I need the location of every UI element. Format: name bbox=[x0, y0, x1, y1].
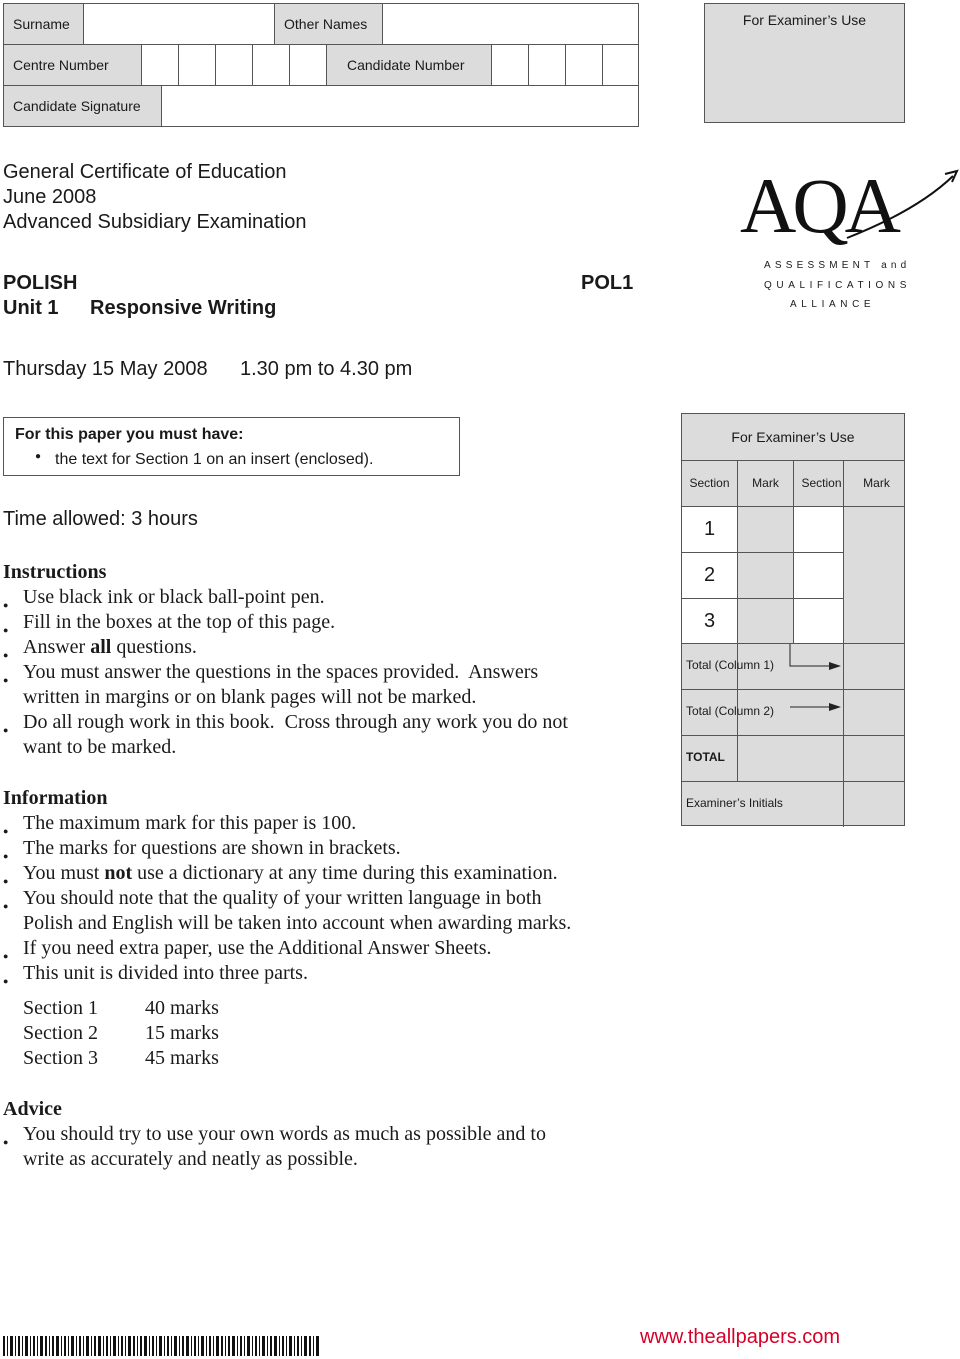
bullet-icon: ● bbox=[3, 976, 9, 986]
bullet-icon: ● bbox=[3, 625, 9, 635]
footer-url-link[interactable]: www.theallpapers.com bbox=[640, 1326, 841, 1348]
candidate-digit-box[interactable] bbox=[529, 45, 565, 85]
information-item: ● The maximum mark for this paper is 100. bbox=[3, 811, 643, 836]
col-header-mark: Mark bbox=[752, 476, 779, 490]
candidate-number-label: Candidate Number bbox=[327, 45, 491, 85]
advice-heading: Advice bbox=[3, 1098, 62, 1120]
section-1-mark[interactable] bbox=[738, 507, 793, 552]
instruction-item: ● Use black ink or black ball-point pen. bbox=[3, 585, 643, 610]
centre-digit-box[interactable] bbox=[290, 45, 326, 85]
information-item: ● This unit is divided into three parts. bbox=[3, 961, 643, 986]
section-marks-row: Section 3 45 marks bbox=[23, 1047, 219, 1069]
exam-time: 1.30 pm to 4.30 pm bbox=[240, 358, 413, 380]
signature-row bbox=[4, 86, 638, 126]
section-marks-row: Section 2 15 marks bbox=[23, 1022, 219, 1044]
instruction-item-continued: written in margins or on blank pages will not be marked. bbox=[23, 686, 477, 708]
centre-number-row bbox=[4, 45, 638, 86]
section-marks-list bbox=[23, 996, 323, 1071]
bullet-icon: ● bbox=[3, 901, 9, 911]
total-column-1-box[interactable] bbox=[843, 644, 904, 689]
aqa-logo-line1: ASSESSMENT and bbox=[764, 260, 911, 271]
advice-line-1: You should try to use your own words as much as possible and to bbox=[23, 1123, 546, 1145]
bullet-icon: ● bbox=[3, 600, 9, 610]
bullet-icon: ● bbox=[3, 1137, 9, 1147]
instruction-item: ● Fill in the boxes at the top of this page. bbox=[3, 610, 643, 635]
information-item: ● If you need extra paper, use the Additional Answer Sheets. bbox=[3, 936, 643, 961]
candidate-digit-box[interactable] bbox=[603, 45, 637, 85]
col-header-mark-2: Mark bbox=[863, 476, 890, 490]
examiner-use-box bbox=[704, 3, 905, 123]
unit-number: Unit 1 bbox=[3, 297, 59, 319]
materials-item: the text for Section 1 on an insert (enclosed). bbox=[55, 451, 374, 468]
instruction-item: ● Answer all questions. bbox=[3, 635, 643, 660]
surname-label: Surname bbox=[4, 4, 83, 44]
materials-box bbox=[3, 417, 460, 476]
marks-table-title: For Examiner’s Use bbox=[731, 429, 855, 445]
col-header-section: Section bbox=[689, 476, 730, 490]
examiner-use-label: For Examiner’s Use bbox=[742, 12, 867, 28]
total-box[interactable] bbox=[843, 736, 904, 781]
instruction-item: ● Do all rough work in this book. Cross through any work you do not bbox=[3, 710, 643, 735]
candidate-details-table bbox=[3, 3, 639, 127]
subject-title: POLISH bbox=[3, 272, 78, 294]
other-names-label: Other Names bbox=[275, 4, 382, 44]
other-names-field[interactable] bbox=[383, 4, 637, 44]
centre-number-label: Centre Number bbox=[4, 45, 141, 85]
bullet-icon: ● bbox=[3, 826, 9, 836]
examiner-initials-box[interactable] bbox=[843, 782, 904, 825]
exam-date: Thursday 15 May 2008 bbox=[3, 358, 208, 380]
signature-label: Candidate Signature bbox=[4, 86, 161, 126]
barcode-icon bbox=[3, 1336, 319, 1356]
total-column-2-box[interactable] bbox=[843, 690, 904, 735]
instruction-item-continued: want to be marked. bbox=[23, 736, 177, 758]
advice-list bbox=[3, 1122, 643, 1172]
information-heading: Information bbox=[3, 787, 108, 809]
logo-swoosh-icon bbox=[845, 168, 960, 243]
bullet-icon: ● bbox=[35, 451, 42, 462]
centre-digit-box[interactable] bbox=[216, 45, 252, 85]
col-header-section-2: Section bbox=[801, 476, 842, 490]
total-label: TOTAL bbox=[686, 750, 725, 764]
section-3-label: 3 bbox=[682, 599, 737, 644]
section-2-mark[interactable] bbox=[738, 553, 793, 598]
surname-row bbox=[4, 4, 638, 45]
advice-line-2: write as accurately and neatly as possible. bbox=[23, 1148, 358, 1170]
centre-digit-box[interactable] bbox=[179, 45, 215, 85]
instructions-list bbox=[3, 585, 643, 760]
surname-field[interactable] bbox=[84, 4, 274, 44]
aqa-logo-mark: AQA bbox=[740, 162, 897, 249]
exam-level-line: Advanced Subsidiary Examination bbox=[3, 211, 307, 233]
section-2col-mark[interactable] bbox=[794, 553, 843, 598]
instruction-item: ● You must answer the questions in the spaces provided. Answers bbox=[3, 660, 643, 685]
aqa-logo-line2: QUALIFICATIONS bbox=[764, 280, 912, 291]
bullet-icon: ● bbox=[3, 725, 9, 735]
information-list bbox=[3, 811, 643, 986]
signature-field[interactable] bbox=[162, 86, 637, 126]
section-2col-mark[interactable] bbox=[794, 507, 843, 552]
examiner-marks-table bbox=[681, 413, 905, 826]
paper-code: POL1 bbox=[581, 272, 634, 294]
unit-title: Responsive Writing bbox=[90, 297, 277, 319]
qualification-line: General Certificate of Education bbox=[3, 161, 287, 183]
arrow-right-icon bbox=[789, 701, 843, 713]
bullet-icon: ● bbox=[3, 876, 9, 886]
materials-heading: For this paper you must have: bbox=[15, 426, 244, 443]
aqa-logo bbox=[740, 162, 960, 318]
arrow-right-icon bbox=[789, 644, 843, 674]
time-allowed: Time allowed: 3 hours bbox=[3, 508, 198, 530]
examiner-initials-label: Examiner’s Initials bbox=[686, 796, 783, 810]
information-item: ● The marks for questions are shown in brackets. bbox=[3, 836, 643, 861]
bullet-icon: ● bbox=[3, 650, 9, 660]
section-3-mark[interactable] bbox=[738, 599, 793, 644]
session-line: June 2008 bbox=[3, 186, 97, 208]
centre-digit-box[interactable] bbox=[253, 45, 289, 85]
bullet-icon: ● bbox=[3, 675, 9, 685]
bullet-icon: ● bbox=[3, 951, 9, 961]
candidate-digit-box[interactable] bbox=[566, 45, 602, 85]
section-2col-mark[interactable] bbox=[794, 599, 843, 644]
centre-digit-box[interactable] bbox=[142, 45, 178, 85]
candidate-digit-box[interactable] bbox=[492, 45, 528, 85]
section-marks-row: Section 1 40 marks bbox=[23, 997, 219, 1019]
aqa-logo-line3: ALLIANCE bbox=[790, 299, 876, 310]
information-item-continued: Polish and English will be taken into account when awarding marks. bbox=[23, 912, 572, 934]
bullet-icon: ● bbox=[3, 851, 9, 861]
section-2-label: 2 bbox=[682, 553, 737, 598]
information-item: ● You should note that the quality of your written language in both bbox=[3, 886, 643, 911]
total-column-1-label: Total (Column 1) bbox=[686, 658, 775, 672]
total-column-2-label: Total (Column 2) bbox=[686, 704, 775, 718]
section-1-label: 1 bbox=[682, 507, 737, 552]
information-item: ● You must not use a dictionary at any time during this examination. bbox=[3, 861, 643, 886]
instructions-heading: Instructions bbox=[3, 561, 107, 583]
